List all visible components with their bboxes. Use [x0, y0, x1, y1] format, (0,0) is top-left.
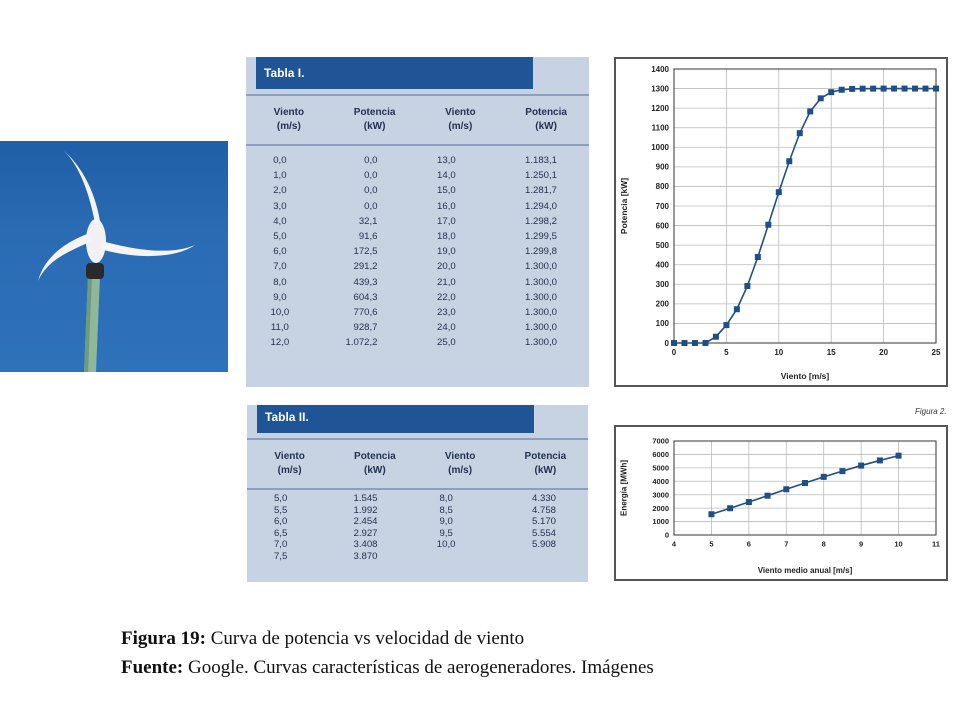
table-cell: 6,0	[273, 516, 288, 528]
table-cell: 604,3	[353, 291, 378, 303]
data-point	[818, 95, 824, 101]
y-tick-label: 4000	[652, 476, 669, 486]
table-column	[503, 153, 589, 350]
table-cell: 2.927	[353, 527, 378, 539]
table-2-header	[247, 438, 588, 490]
data-point	[765, 222, 771, 228]
data-point	[783, 486, 789, 492]
table-cell: 7,0	[273, 261, 287, 273]
data-point	[902, 86, 908, 92]
table-cell: 1.294,0	[524, 200, 557, 212]
table-cell: 21,0	[437, 276, 456, 288]
header-line: Potencia	[353, 107, 396, 118]
table-cell: 7,5	[273, 550, 288, 562]
table-cell: 5.554	[531, 527, 556, 539]
y-tick-label: 1300	[651, 84, 669, 94]
table-cell: 5,0	[273, 230, 287, 242]
table-cell: 6,5	[273, 527, 288, 539]
y-tick-label: 5000	[652, 463, 669, 473]
table-cell: 0,0	[364, 200, 378, 212]
table-cell: 0,0	[364, 185, 378, 197]
table-cell: 4,0	[273, 215, 287, 227]
table-cell: 91,6	[358, 230, 378, 242]
y-tick-label: 7000	[652, 436, 669, 446]
y-tick-label: 700	[655, 201, 669, 211]
turbine-hub	[86, 263, 104, 279]
table-2	[247, 405, 588, 582]
data-point	[734, 306, 740, 312]
x-tick-label: 7	[784, 539, 789, 549]
data-point	[744, 283, 750, 289]
data-point	[708, 511, 714, 517]
header-unit: (m/s)	[276, 121, 301, 132]
figure-label: Figura 2.	[915, 407, 947, 416]
table-cell: 14,0	[437, 170, 456, 182]
y-tick-label: 0	[664, 530, 669, 540]
table-cell: 3.408	[353, 539, 378, 551]
data-point	[891, 86, 897, 92]
data-point	[681, 340, 687, 346]
table-column	[332, 493, 417, 563]
x-tick-label: 9	[859, 539, 864, 549]
table-cell: 1.250,1	[524, 170, 557, 182]
caption-label: Figura 19:	[121, 628, 206, 649]
header-unit: (m/s)	[448, 465, 473, 476]
x-axis-label: Viento [m/s]	[780, 371, 830, 381]
table-1-header-cell	[332, 96, 418, 144]
table-cell: 1.298,2	[524, 215, 557, 227]
x-tick-label: 10	[774, 348, 784, 357]
y-tick-label: 1200	[651, 103, 669, 113]
y-tick-label: 200	[655, 299, 669, 309]
y-tick-label: 100	[655, 319, 669, 329]
data-point	[923, 86, 929, 92]
data-point	[797, 130, 803, 136]
table-column	[503, 493, 588, 563]
y-tick-label: 1000	[652, 517, 669, 527]
data-point	[776, 189, 782, 195]
header-unit: (kW)	[535, 121, 557, 132]
table-cell: 25,0	[437, 337, 456, 349]
table-2-body	[247, 493, 588, 563]
data-point	[765, 493, 771, 499]
table-cell: 1.281,7	[524, 185, 557, 197]
table-cell: 1.072,2	[345, 337, 378, 349]
table-cell: 1.299,5	[524, 230, 557, 242]
table-cell: 0,0	[364, 170, 378, 182]
source-label: Fuente:	[121, 657, 184, 678]
y-tick-label: 6000	[652, 450, 669, 460]
table-cell: 5,0	[273, 493, 288, 504]
y-tick-label: 400	[655, 260, 669, 270]
table-cell: 18,0	[437, 230, 456, 242]
table-1	[246, 57, 589, 387]
y-tick-label: 500	[655, 240, 669, 250]
wind-turbine-photo	[0, 141, 228, 372]
table-1-body	[246, 153, 589, 350]
turbine-blade-2	[100, 241, 195, 256]
table-cell: 1.992	[353, 504, 378, 516]
table-cell: 17,0	[437, 215, 456, 227]
table-cell: 1.300,0	[524, 276, 557, 288]
table-cell: 11,0	[270, 322, 289, 334]
table-cell: 3,0	[273, 200, 287, 212]
table-cell: 4.330	[531, 493, 556, 504]
x-tick-label: 5	[709, 539, 714, 549]
y-tick-label: 800	[655, 182, 669, 192]
data-point	[896, 453, 902, 459]
table-cell: 1.300,0	[524, 337, 557, 349]
table-cell: 13,0	[437, 155, 456, 166]
table-cell: 1.300,0	[524, 322, 557, 334]
source-caption	[121, 657, 654, 679]
table-cell: 19,0	[437, 246, 456, 258]
table-cell: 5,5	[273, 504, 288, 516]
y-tick-label: 600	[655, 221, 669, 231]
table-cell: 1,0	[273, 170, 287, 182]
energy-chart	[614, 425, 948, 581]
table-cell: 0,0	[364, 155, 378, 166]
data-point	[821, 474, 827, 480]
series-line	[674, 89, 936, 343]
data-point	[807, 108, 813, 114]
x-axis-label: Viento medio anual [m/s]	[757, 566, 853, 575]
header-line: Viento	[445, 107, 476, 118]
table-cell: 7,0	[273, 539, 288, 551]
table-cell: 22,0	[437, 291, 456, 303]
data-point	[755, 254, 761, 260]
table-column	[246, 153, 332, 350]
table-cell: 9,0	[273, 291, 287, 303]
data-point	[702, 340, 708, 346]
table-1-header	[246, 94, 589, 146]
y-tick-label: 1100	[651, 123, 669, 133]
table-cell: 20,0	[437, 261, 456, 273]
y-tick-label: 0	[664, 338, 669, 348]
header-unit: (kW)	[363, 121, 386, 132]
table-cell: 1.183,1	[524, 155, 557, 166]
table-cell: 8,5	[439, 504, 453, 516]
table-column	[418, 153, 504, 350]
table-cell: 9,0	[439, 516, 453, 528]
turbine-blade-3	[38, 233, 92, 281]
table-2-header-cell	[332, 440, 417, 488]
power-curve-svg	[616, 59, 946, 385]
table-cell: 3.870	[353, 550, 378, 562]
table-column	[332, 153, 418, 350]
data-point	[723, 322, 729, 328]
table-cell: 6,0	[273, 246, 287, 258]
turbine-blade-1	[64, 151, 100, 223]
data-point	[933, 86, 939, 92]
table-cell: 2.454	[353, 516, 378, 528]
table-cell: 928,7	[353, 322, 378, 334]
table-cell: 23,0	[437, 306, 456, 318]
y-axis-label: Potencia [kW]	[619, 177, 629, 235]
data-point	[860, 86, 866, 92]
x-tick-label: 0	[671, 348, 677, 357]
table-1-header-cell	[246, 96, 332, 144]
caption-text: Curva de potencia vs velocidad de viento	[205, 628, 525, 649]
data-point	[839, 468, 845, 474]
table-cell: 291,2	[353, 261, 378, 273]
table-cell: 8,0	[273, 276, 287, 288]
data-point	[858, 463, 864, 469]
data-point	[713, 334, 719, 340]
table-cell: 172,5	[353, 246, 378, 258]
data-point	[881, 86, 887, 92]
table-cell: 4.758	[531, 504, 556, 516]
data-point	[877, 457, 883, 463]
table-2-header-cell	[247, 440, 332, 488]
table-cell: 5.170	[531, 516, 556, 528]
table-cell: 1.299,8	[524, 246, 557, 258]
data-point	[912, 86, 918, 92]
figure-caption	[121, 628, 524, 650]
table-cell: 1.300,0	[524, 261, 557, 273]
x-tick-label: 5	[724, 348, 729, 357]
x-tick-label: 6	[746, 539, 751, 549]
y-tick-label: 1400	[651, 64, 669, 74]
x-tick-label: 25	[931, 348, 941, 357]
header-unit: (kW)	[364, 465, 386, 476]
y-tick-label: 3000	[652, 490, 669, 500]
data-point	[828, 89, 834, 95]
table-cell: 770,6	[353, 306, 378, 318]
table-cell: 1.300,0	[524, 306, 557, 318]
data-point	[692, 340, 698, 346]
y-tick-label: 300	[655, 280, 669, 290]
data-point	[802, 480, 808, 486]
table-1-header-cell	[418, 96, 504, 144]
table-cell: 32,1	[358, 215, 378, 227]
header-unit: (m/s)	[448, 121, 473, 132]
y-tick-label: 2000	[652, 503, 669, 513]
table-cell: 15,0	[437, 185, 456, 197]
y-tick-label: 900	[655, 162, 669, 172]
table-cell: 5.908	[531, 539, 556, 551]
data-point	[786, 158, 792, 164]
power-curve-chart	[614, 57, 948, 387]
data-point	[839, 87, 845, 93]
y-tick-label: 1000	[651, 143, 669, 153]
data-point	[746, 499, 752, 505]
table-cell: 439,3	[353, 276, 378, 288]
table-2-header-cell	[503, 440, 588, 488]
table-column	[418, 493, 503, 563]
x-tick-label: 8	[821, 539, 826, 549]
x-tick-label: 4	[671, 539, 677, 549]
data-point	[727, 505, 733, 511]
x-tick-label: 15	[826, 348, 836, 357]
table-cell: 10,0	[270, 306, 290, 318]
table-cell: 2,0	[273, 185, 287, 197]
header-line: Potencia	[524, 451, 567, 462]
header-line: Viento	[444, 451, 476, 462]
table-cell: 24,0	[437, 322, 456, 334]
table-cell: 1.300,0	[524, 291, 557, 303]
data-point	[849, 86, 855, 92]
table-cell: 9,5	[439, 527, 453, 539]
energy-chart-svg	[616, 427, 946, 579]
source-text: Google. Curvas características de aerogeneradores. Imágenes	[183, 657, 654, 678]
header-unit: (kW)	[534, 465, 557, 476]
x-tick-label: 20	[879, 348, 889, 357]
table-column	[247, 493, 332, 563]
header-line: Potencia	[354, 451, 396, 462]
header-line: Potencia	[525, 107, 567, 118]
table-cell: 12,0	[270, 337, 290, 349]
table-cell: 1.545	[353, 493, 378, 504]
table-2-header-cell	[418, 440, 503, 488]
table-cell: 0,0	[273, 155, 287, 166]
table-cell: 10,0	[436, 539, 456, 551]
table-1-title: Tabla I.	[256, 57, 533, 89]
data-point	[870, 86, 876, 92]
x-tick-label: 11	[932, 539, 940, 549]
x-tick-label: 10	[894, 539, 903, 549]
y-axis-label: Energía [MWh]	[619, 460, 629, 516]
data-point	[671, 340, 677, 346]
wind-turbine-icon	[0, 141, 228, 372]
table-cell: 16,0	[437, 200, 456, 212]
header-unit: (m/s)	[277, 465, 302, 476]
table-2-title: Tabla II.	[257, 405, 534, 433]
header-line: Viento	[274, 451, 305, 462]
table-cell: 8,0	[439, 493, 453, 504]
header-line: Viento	[273, 107, 305, 118]
table-1-header-cell	[503, 96, 589, 144]
